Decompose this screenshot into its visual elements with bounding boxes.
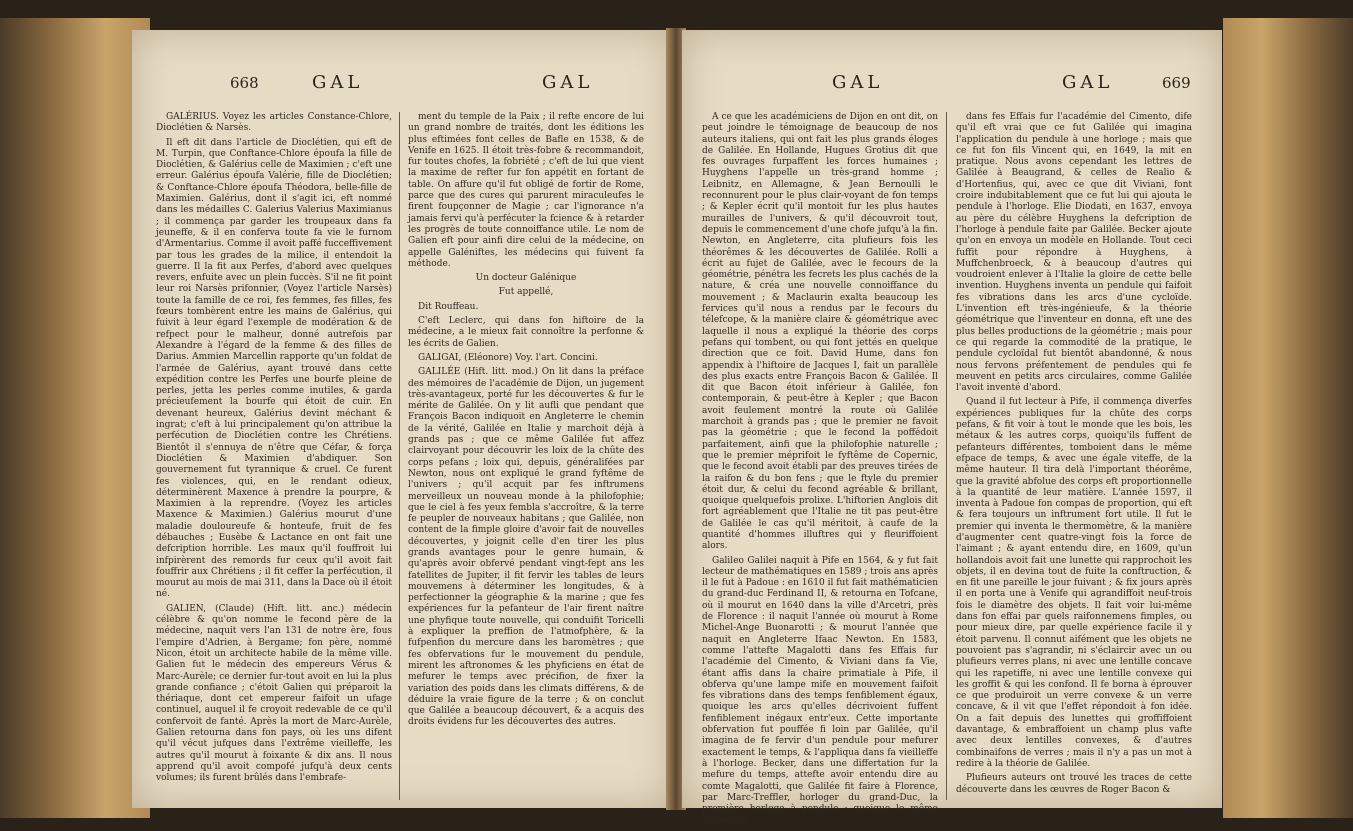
- verse-line: Un docteur Galénique: [475, 273, 577, 284]
- paragraph: GALIGAI, (Eléonore) Voy. l'art. Concini.: [418, 352, 598, 363]
- left-page-column-2: [408, 112, 644, 802]
- right-page-column-2: [956, 112, 1192, 802]
- paragraph: Il eft dit dans l'article de Dioclétien, qui eft de M. Turpin, que Conftance-Chlore époufa la fille de Dioclétien, & Galérius celle de Maximien ; c'eft une erreur. Galérius époufa Valérie, fille de Dioclétien; & Conftance-Chlore époufa Théodora, belle-fille de Maximien. Galérius, dont il s'agit ici, eft nommé dans les médailles C. Galerius Valerius Maximianus ; il commença par garder les troupeaux dans fa jeuneffe, & il en conferva toute fa vie le furnom d'Armentarius. Comme il avoit paffé fucceffivement par tous les grades de la milice, il entendoit la guerre. Il la fit aux Perfes, d'abord avec quelques revers, enfuite avec un plein fuccès. S'il ne fit point leur roi Narsès prifonnier, (Voyez l'article Narsès) toute la famille de ce roi, fes femmes, fes filles, fes fœurs tombèrent entre les mains de Galérius, qui fuivit à leur égard l'exemple de modération & de refpect pour le malheur, donné autrefois par Alexandre à l'égard de la femme & des filles de Darius. Ammien Marcellin rapporte qu'un foldat de l'armée de Galérius, ayant trouvé dans cette expédition contre les Perfes une bourfe pleine de perles, jetta les perles comme inutiles, & garda précieufement la bourfe qui étoit de cuir. En devenant heureux, Galérius devint méchant & ingrat; c'eft à lui principalement qu'on attribue la perfécution de Dioclétien contre les Chrétiens. Bientôt il s'ennuya de n'être que Céfar, & força Dioclétien & Maximien d'abdiquer. Son gouvernement fut tyrannique & cruel. Ce furent fes violences, qui, en le rendant odieux, déterminèrent Maxence à prendre la pourpre, & Maximien à la reprendre. (Voyez les articles Maxence & Maximien.) Galérius mourut d'une maladie douloureufe & honteufe, fruit de fes débauches ; Eusèbe & Lactance en ont fait une defcription horrible. Les maux qu'il fouffroit lui infpirèrent des remords fur ceux qu'il avoit fait fouffrir aux Chrétiens ; il fit ceffer la perfécution, il mourut au mois de mai 311, dans la Dace où il étoit né.: [156, 137, 393, 600]
- paragraph: Galileo Galilei naquit à Pife en 1564, & y fut fait lecteur de mathématiques en 1589 ; trois ans après il le fut à Padoue : en 1610 il fut fait mathématicien du grand-duc Ferdinand II, & retourna en Tofcane, où il mourut en 1640 dans la ville d'Arcetri, près de Florence : il naquit l'année où mourut à Rome Michel-Ange Buonarotti ; & mourut l'année que naquit en Angleterre Ifaac Newton. En 1583, comme l'attefte Magalotti dans fes Effais fur l'académie del Cimento, & Viviani dans fa Vie, étant affis dans la chaire primatiale à Pife, il obferva qu'une lampe mife en mouvement faifoit fes vibrations dans des temps fenfiblement égaux, quoique les arcs qu'elles décrivoient fuffent fenfiblement inégaux entr'eux. Cette importante obfervation fut pouffée fi loin par Galilée, qu'il imagina de fe fervir d'un pendule pour mefurer exactement le temps, & l'appliqua dans fa vieilleffe à l'horloge. Becker, dans une differtation fur la mefure du temps, attefte avoir entendu dire au comte Magalotti, que Galilée fit faire à Florence, par Marc-Treffler, horloger du grand-Duc, la première horloge à pendule ; quoique le même Magalotti,: [702, 555, 938, 826]
- left-page-edges: [0, 18, 150, 818]
- left-page-column-1: [156, 112, 392, 802]
- paragraph: Plufieurs auteurs ont trouvé les traces de cette découverte dans les œuvres de Roger Bacon &: [956, 773, 1192, 795]
- right-page-edges: [1223, 18, 1353, 818]
- paragraph: A ce que les académiciens de Dijon en ont dit, on peut joindre le témoignage de beaucoup de nos auteurs italiens, qui ont fait les plus grands éloges de Galilée. En Hollande, Hugues Grotius dit que fes ouvrages furpaffent les forces humaines ; Huyghens l'appelle un très-grand homme ; Leibnitz, en Allemagne, & Jean Bernoulli le reconnurent pour le plus clair-voyant de fon temps ; & Kepler écrit qu'il montoit fur les plus hautes murailles de l'univers, & qu'il découvroit tout, depuis le commencement d'une chofe jufqu'à la fin. Newton, en Angleterre, cita plufieurs fois les théorêmes & les découvertes de Galilée. Rolli a écrit au fujet de Galilée, avec le fecours de la géométrie, pénétra les fecrets les plus cachés de la nature, & créa une nouvelle connoiffance du mouvement ; & Maclaurin exalta beaucoup les fervices qu'il nous a rendus par le fecours du télefcope, & la manière claire & géométrique avec laquelle il nous a expliqué la théorie des corps pefans qui tombent, ou qui font jettés en quelque direction que ce foit. David Hume, dans fon appendix à l'hiftoire de Jacques I, fait un parallèle des plus exacts entre François Bacon & Galilée. Il dit que Bacon étoit inférieur à Galilée, fon contemporain, & peut-être à Kepler ; que Bacon avoit feulement montré la route où Galilée marchoit à grands pas ; que le premier ne favoit pas la géométrie ; que le fecond la poffédoit parfaitement, ainfi que la philofophie naturelle ; que le premier méprifoit le fyftême de Copernic, que le fecond avoit établi par des preuves tirées de la raifon & du bon fens ; que le ftyle du premier étoit dur, & celui du fecond agréable & brillant, quoique quelquefois prolixe. L'hiftorien Anglois dit fort agréablement que l'Italie ne tit pas peut-être de Galilée le cas qu'il méritoit, à caufe de la quantité d'hommes illuftres qui y fleuriffoient alors.: [702, 112, 938, 552]
- right-page-column-1: [702, 112, 938, 826]
- running-head: GAL: [312, 72, 364, 93]
- paragraph: GALIEN, (Claude) (Hift. litt. anc.) médecin célèbre & qu'on nomme le fecond père de la médecine, naquit vers l'an 131 de notre ère, fous l'empire d'Adrien, à Bergame; fon père, nommé Nicon, étoit un architecte habile de la même ville. Galien fut le médecin des empereurs Vérus & Marc-Aurèle; ce dernier fur-tout avoit en lui la plus grande confiance ; c'étoit Galien qui préparoit la thériaque, dont cet empereur faifoit un ufage continuel, auquel il fe croyoit redevable de ce qu'il confervoit de fanté. Après la mort de Marc-Aurèle, Galien retourna dans fon pays, où les uns difent qu'il vécut jufques dans l'extrême vieilleffe, les autres qu'il mourut à foixante & dix ans. Il nous apprend qu'il avoit compofé jufqu'à deux cents volumes; ils furent brûlés dans l'embrafe-: [156, 603, 392, 784]
- running-head: GAL: [832, 72, 884, 93]
- verse-line: Fut appellé,: [498, 287, 554, 298]
- column-rule: [946, 112, 947, 800]
- paragraph: C'eft Leclerc, qui dans fon hiftoire de la médecine, a le mieux fait connoître la perfonne & les écrits de Galien.: [408, 316, 644, 349]
- left-page: [132, 30, 672, 808]
- column-rule: [399, 112, 400, 800]
- paragraph: Dit Rouffeau.: [418, 301, 479, 312]
- page-number: 668: [230, 74, 259, 92]
- paragraph: dans fes Effais fur l'académie del Cimento, dife qu'il eft vrai que ce fut Galilée qui imagina l'application du pendule à une horloge ; mais que ce fut fon fils Vincent qui, en 1649, la mit en pratique. Nous avons cependant les lettres de Galilée à Beaugrand, & celles de Realio & d'Hortenfius, qui, avec ce que dit Viviani, font croire indubitablement que ce fut lui qui ajouta le pendule à l'horloge. Elie Diodati, en 1637, envoya au père du célèbre Huyghens la defcription de l'horloge à pendule faite par Galilée. Becker ajoute qu'on en envoya un modèle en Hollande. Tout ceci fuffit pour répondre à Huyghens, à Muffchenbroeck, & à beaucoup d'autres qui voudroient enlever à l'Italie la gloire de cette belle invention. Huyghens inventa un pendule qui faifoit fes vibrations dans les arcs d'une cycloïde. L'invention eft très-ingénieufe, & la théorie géométrique que l'inventeur en donna, eft une des plus belles productions de la géométrie ; mais pour ce qui regarde la commodité de la pratique, le pendule cycloïdal fut bientôt abandonné, & nous nous fervons préfentement de pendules qui fe meuvent en petits arcs circulaires, comme Galilée l'avoit inventé d'abord.: [956, 112, 1192, 394]
- paragraph: ment du temple de la Paix ; il refte encore de lui un grand nombre de traités, dont les éditions les plus eftimées font celles de Bafle en 1538, & de Venife en 1625. Il étoit très-fobre & recommandoit, fur toutes chofes, la fobriété ; c'eft de lui que vient la maxime de refter fur fon appétit en fortant de table. On affure qu'il fut obligé de fortir de Rome, parce que des cures qui parurent miraculeufes le firent foupçonner de Magie ; car l'ignorance n'a jamais fervi qu'à perfécuter la fcience & à retarder les progrès de toute connoiffance utile. Le nom de Galien eft pour ainfi dire celui de la médecine, on appelle Galéniftes, les médecins qui fuivent fa méthode.: [408, 112, 644, 269]
- running-head: GAL: [542, 72, 594, 93]
- right-page-header: [702, 72, 1202, 102]
- paragraph: GALÉRIUS. Voyez les articles Constance-Chlore, Dioclétien & Narsès.: [156, 112, 392, 134]
- paragraph: GALILÉE (Hift. litt. mod.) On lit dans la préface des mémoires de l'académie de Dijon, un jugement très-avantageux, porté fur les découvertes & fur le mérite de Galilée. On y lit aufli que pendant que François Bacon indiquoit en Angleterre le chemin de la vérité, Galilée en Italie y marchoit déjà à grands pas ; que ce même Galilée fut affez clairvoyant pour découvrir les loix de la chûte des corps pefans ; loix qui, depuis, généralifées par Newton, nous ont expliqué le grand fyftême de l'univers ; qu'il acquit par fes inftrumens merveilleux un nouveau monde à la philofophie; que le ciel à fes yeux fembla s'accroître, & la terre fe peupler de nouveaux habitans ; que Galilée, non content de la fimple gloire d'avoir fait de nouvelles découvertes, y joignit celle d'en tirer les plus grands avantages pour le genre humain, & qu'après avoir obfervé pendant vingt-fept ans les fatellites de Jupiter, il fit fervir les tables de leurs mouvemens à déterminer les longitudes, & à perfectionner la géographie & la marine ; que fes expériences fur la pefanteur de l'air firent naître une phyfique toute nouvelle, qui conduifit Toricelli à expliquer la preffion de l'atmofphère, & la fufpenfion du mercure dans les baromètres ; que fes obfervations fur le mouvement du pendule, mirent les aftronomes & les phyficiens en état de mefurer le temps avec précifion, de fixer la variation des poids dans les climats différens, & de déduire la vraie figure de la terre ; & on conclut que Galilée a beaucoup découvert, & a acquis des droits évidens fur les découvertes des autres.: [408, 367, 644, 728]
- page-number: 669: [1162, 74, 1191, 92]
- running-head: GAL: [1062, 72, 1114, 93]
- paragraph: Quand il fut lecteur à Pife, il commença diverfes expériences publiques fur la chûte des corps pefans, & fit voir à tout le monde que les bois, les métaux & les autres corps, quoiqu'ils fuffent de pefanteurs différentes, tomboient dans le même efpace de temps, & avec une égale viteffe, de la même hauteur. Il tira delà l'important théorême, que la gravité abfolue des corps eft proportionnelle à la quantité de leur matière. L'année 1597, il inventa à Padoue fon compas de proportion, qui eft & fera toujours un inftrument fort utile. Il fut le premier qui inventa le thermomètre, & la manière d'augmenter cent quatre-vingt fois la force de l'aimant ; & ayant entendu dire, en 1609, qu'un hollandois avoit fait une lunette qui rapprochoit les objets, il en devina tout de fuite la conftruction, & en fit une pareille le jour fuivant ; & fix jours après il en porta une à Venife qui agrandiffoit neuf-trois fois le diamètre des objets. Il fait voir lui-même dans fon effai par quels raifonnemens fimples, ou pour mieux dire, par quelle expérience facile il y étoit parvenu. Il connut aifément que les objets ne pouvoient pas s'agrandir, ni s'éclaircir avec un ou plufieurs verres plans, ni avec une lentille concave qui les rapetiffe, ni avec une lentille convexe qui les groffit & qui les confond. Il fe borna à éprouver ce que produiroit un verre convexe & un verre concave, & il vit que l'effet répondoit à fon idée. On a fait depuis des lunettes qui groffiffoient davantage, & embraffoient un champ plus vafte avec deux lentilles convexes, & d'autres combinaifons de verres ; mais il n'y a pas un mot à redire à la théorie de Galilée.: [956, 397, 1192, 769]
- right-page: [682, 30, 1222, 826]
- left-page-header: [152, 72, 652, 102]
